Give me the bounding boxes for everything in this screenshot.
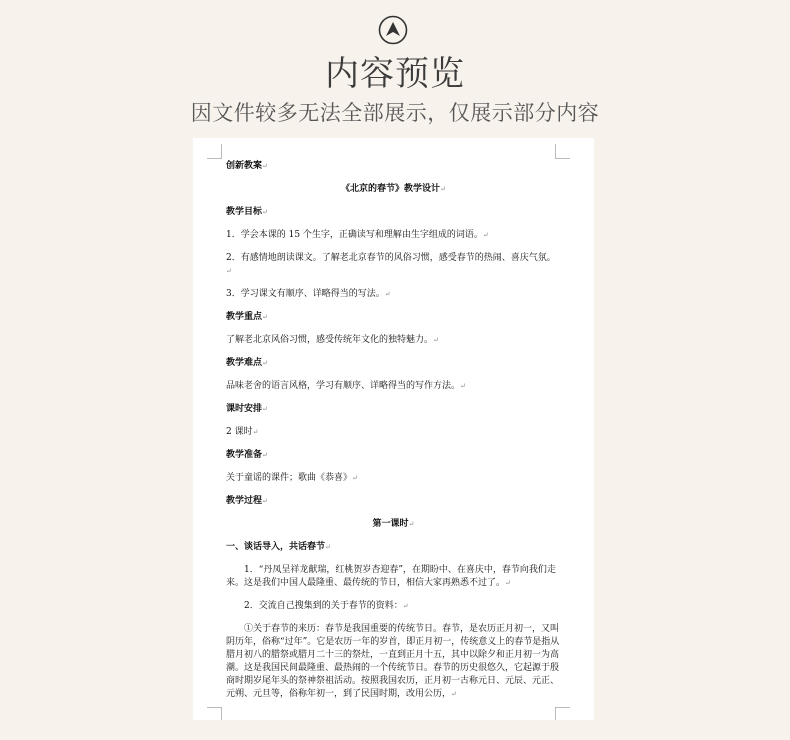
paragraph-mark-icon: ↵: [252, 428, 259, 436]
page-subtitle: 因文件较多无法全部展示，仅展示部分内容: [190, 101, 600, 125]
document-paragraph: [226, 623, 561, 701]
document-paragraph: [226, 403, 561, 416]
document-preview-page: [193, 138, 594, 720]
paragraph-text: 1．“丹凤呈祥龙献瑞，红桃贺岁杏迎春”，在期盼中、在喜庆中，春节向我们走来。这是我们中国人最隆重、最传统的节日，相信大家再熟悉不过了。: [226, 565, 556, 588]
paragraph-text: 教学目标: [226, 207, 263, 217]
document-paragraph: [226, 357, 561, 370]
document-paragraph: [226, 495, 561, 508]
crop-mark-bottom-right: [555, 707, 570, 720]
document-paragraph: [226, 229, 561, 242]
document-paragraph: [226, 600, 561, 613]
paragraph-text: 教学重点: [226, 312, 263, 322]
paragraph-mark-icon: ↵: [352, 474, 358, 482]
paragraph-text: 第一课时: [372, 519, 409, 529]
document-paragraph: [226, 449, 561, 462]
paragraph-mark-icon: ↵: [384, 290, 391, 298]
document-paragraph: [226, 288, 561, 301]
crop-mark-bottom-left: [207, 707, 222, 720]
document-paragraph: [226, 252, 561, 278]
paragraph-mark-icon: ↵: [325, 543, 331, 551]
paragraph-mark-icon: ↵: [262, 451, 268, 459]
paragraph-mark-icon: ↵: [482, 231, 489, 239]
paragraph-text: ①关于春节的来历：春节是我国重要的传统节日。春节，是农历正月初一，又叫阴历年，俗称“过年”。它是农历一年的岁首，即正月初一，传统意义上的春节是指从腊月初八的腊祭或腊月二十三的祭灶，一直到正月十五，其中以除夕和正月初一为高潮。这是我国民间最隆重、最热闹的一个传统节日。春节的历史很悠久，它起源于殷商时期岁尾年头的祭神祭祖活动。按照我国农历，正月初一古称元日、元辰、元正、元朔、元旦等，俗称年初一，到了民国时期，改用公历，: [226, 624, 560, 699]
paragraph-mark-icon: ↵: [402, 602, 409, 610]
paragraph-text: 3．学习课文有顺序、详略得当的写法。: [226, 289, 385, 299]
paragraph-text: 教学难点: [226, 358, 263, 368]
paragraph-mark-icon: ↵: [433, 336, 439, 344]
document-paragraph: [226, 380, 561, 393]
paragraph-text: 2．有感情地朗读课文。了解老北京春节的风俗习惯，感受春节的热闹、喜庆气氛。: [226, 253, 556, 263]
paragraph-mark-icon: ↵: [451, 690, 457, 698]
document-paragraph: [226, 564, 561, 590]
paragraph-mark-icon: ↵: [262, 162, 268, 170]
crop-mark-top-right: [555, 144, 570, 159]
up-arrow-circle-icon: [378, 15, 408, 45]
paragraph-mark-icon: ↵: [262, 405, 268, 413]
paragraph-mark-icon: ↵: [262, 208, 268, 216]
paragraph-mark-icon: ↵: [440, 185, 446, 193]
document-paragraph: [226, 541, 561, 554]
paragraph-text: 《北京的春节》教学设计: [341, 184, 441, 194]
paragraph-text: 品味老舍的语言风格，学习有顺序、详略得当的写作方法。: [226, 381, 461, 391]
paragraph-mark-icon: ↵: [262, 497, 268, 505]
paragraph-text: 关于童谣的课件；歌曲《恭喜》: [226, 473, 353, 483]
paragraph-text: 教学过程: [226, 496, 263, 506]
paragraph-text: 一、谈话导入，共话春节: [226, 542, 326, 552]
document-paragraph: [226, 160, 561, 173]
document-body: [226, 160, 561, 705]
document-paragraph: [226, 311, 561, 324]
document-paragraph: [226, 183, 561, 196]
paragraph-mark-icon: ↵: [460, 382, 466, 390]
paragraph-text: 创新教案: [226, 161, 263, 171]
paragraph-text: 2．交流自己搜集到的关于春节的资料：: [244, 601, 403, 611]
document-paragraph: [226, 206, 561, 219]
paragraph-text: 教学准备: [226, 450, 263, 460]
crop-mark-top-left: [207, 144, 222, 159]
paragraph-mark-icon: ↵: [262, 359, 268, 367]
preview-header: [0, 0, 790, 140]
document-paragraph: [226, 426, 561, 439]
page-title: 内容预览: [325, 54, 465, 94]
paragraph-text: 1．学会本课的 15 个生字，正确读写和理解由生字组成的词语。: [226, 230, 483, 240]
document-paragraph: [226, 472, 561, 485]
paragraph-mark-icon: ↵: [408, 520, 415, 528]
paragraph-mark-icon: ↵: [505, 579, 511, 587]
paragraph-text: 了解老北京风俗习惯，感受传统年文化的独特魅力。: [226, 335, 434, 345]
document-paragraph: [226, 334, 561, 347]
paragraph-mark-icon: ↵: [262, 313, 268, 321]
document-paragraph: [226, 518, 561, 531]
paragraph-mark-icon: ↵: [226, 267, 232, 275]
paragraph-text: 2 课时: [226, 427, 253, 437]
paragraph-text: 课时安排: [226, 404, 263, 414]
